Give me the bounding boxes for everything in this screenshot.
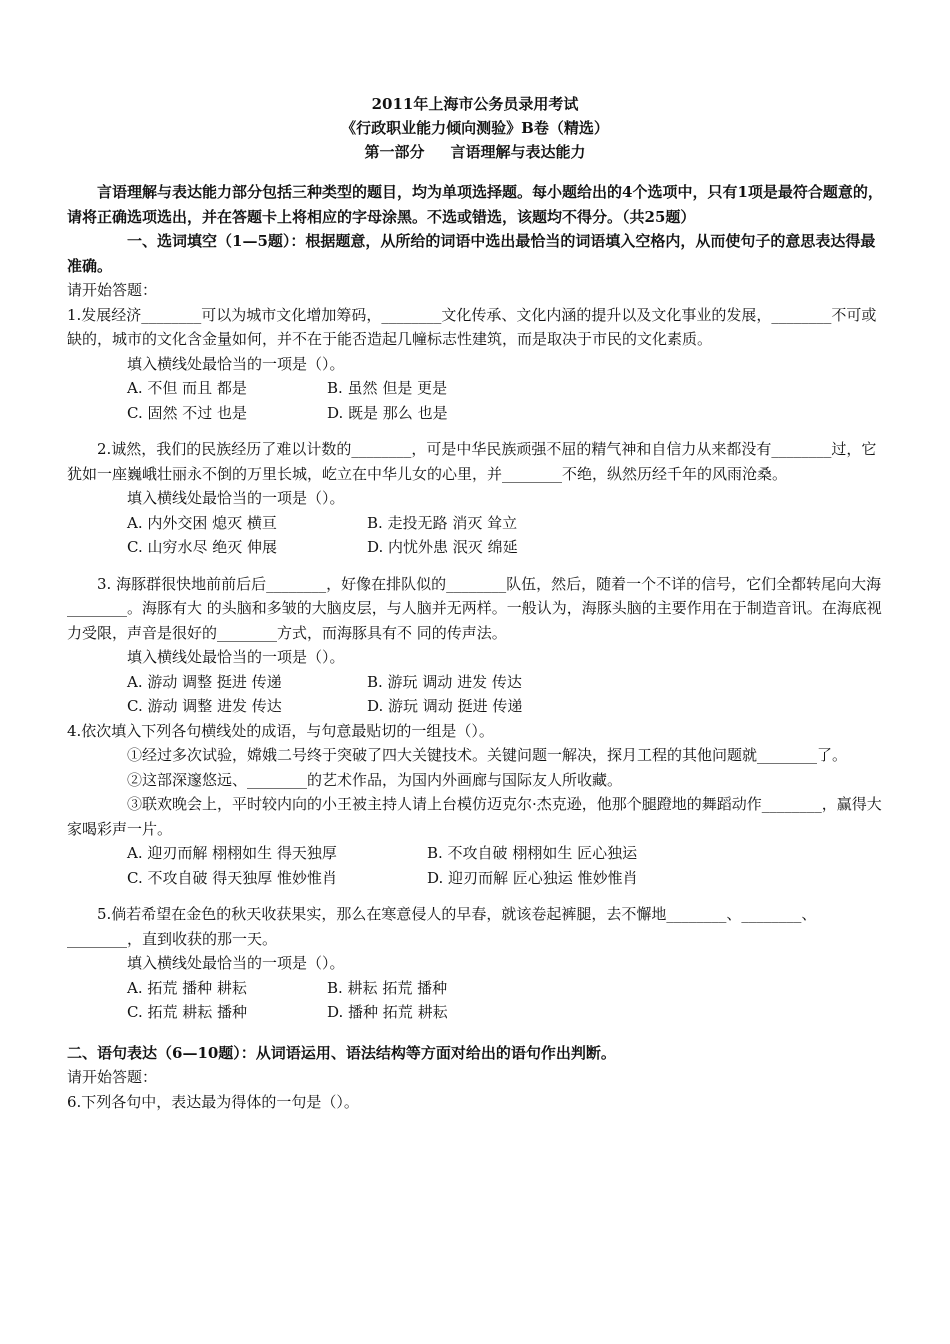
question-3-prompt: 填入横线处最恰当的一项是（）。 (127, 648, 345, 666)
section1-start: 请开始答题： (67, 281, 158, 299)
question-1-prompt: 填入横线处最恰当的一项是（）。 (127, 354, 345, 373)
option-a: A. 游动 调整 挺进 传递 (127, 672, 282, 691)
option-d: D. 游玩 调动 挺进 传递 (367, 697, 523, 715)
option-d: D. 播种 拓荒 耕耘 (327, 1003, 448, 1021)
option-b: B. 虽然 但是 更是 (327, 379, 448, 397)
part-heading (67, 140, 883, 164)
question-2-options (67, 511, 883, 560)
question-4-sentence-2: ②这部深邃悠远、________的艺术作品，为国内外画廊与国际友人所收藏。 (127, 770, 623, 789)
option-b: B. 游玩 调动 进发 传达 (367, 672, 522, 691)
option-b: B. 走投无路 消灭 耸立 (367, 513, 518, 532)
question-4-sentence-3: ③联欢晚会上，平时较内向的小王被主持人请上台模仿迈克尔·杰克逊，他那个腿蹬地的舞蹈动作________，赢得大家喝彩声一片。 (67, 795, 882, 838)
exam-title: 2011年上海市公务员录用考试 (371, 95, 579, 113)
question-4-sentence-1: ①经过多次试验，嫦娥二号终于突破了四大关键技术。关键问题一解决，探月工程的其他问题就________了。 (127, 746, 848, 764)
question-5-options (67, 976, 883, 1025)
option-a: A. 不但 而且 都是 (127, 379, 247, 397)
question-3-text: 3. 海豚群很快地前前后后________，好像在排队似的________队伍，然后，随着一个不详的信号，它们全都转尾向大海________。海豚有大 的头脑和多皱的大脑皮层，与人脑并无两样。一般认为，海豚头脑的主要作用在于制造音讯。在海底视力受限，声音是很好的________方式，而海豚具有不 同的传声法。 (67, 574, 882, 642)
option-d: D. 迎刃而解 匠心独运 惟妙惟肖 (427, 868, 638, 887)
option-c: C. 山穷水尽 绝灭 伸展 (127, 538, 278, 556)
option-c: C. 固然 不过 也是 (127, 403, 248, 422)
option-b: B. 不攻自破 栩栩如生 匠心独运 (427, 844, 638, 862)
intro-paragraph: 言语理解与表达能力部分包括三种类型的题目，均为单项选择题。每小题给出的4个选项中，只有1项是最符合题意的，请将正确选项选出，并在答题卡上将相应的字母涂黑。不选或错选，该题均不得分。（共25题） (67, 183, 883, 226)
section2-heading: 二、语句表达（6—10题）：从词语运用、语法结构等方面对给出的语句作出判断。 (67, 1043, 616, 1062)
question-5-prompt: 填入横线处最恰当的一项是（）。 (127, 954, 345, 972)
question-1-options (67, 376, 883, 425)
option-a: A. 拓荒 播种 耕耘 (127, 978, 247, 997)
exam-page (67, 92, 883, 1114)
part-title: 言语理解与表达能力 (450, 143, 586, 161)
question-6-text: 6.下列各句中，表达最为得体的一句是（）。 (67, 1092, 359, 1111)
question-1-text: 1.发展经济________可以为城市文化增加筹码，________文化传承、文化内涵的提升以及文化事业的发展，________不可或缺的，城市的文化含金量如何，并不在于能否造起几幢标志性建筑，而是取决于市民的文化素质。 (67, 305, 877, 348)
question-2-prompt: 填入横线处最恰当的一项是（）。 (127, 489, 345, 507)
option-c: C. 游动 调整 进发 传达 (127, 697, 282, 715)
section1-heading: 一、选词填空（1—5题）：根据题意，从所给的词语中选出最恰当的词语填入空格内，从而使句子的意思表达得最准确。 (67, 232, 876, 275)
option-d: D. 内忧外患 泯灭 绵延 (367, 538, 518, 556)
part-label: 第一部分 (364, 143, 425, 161)
question-4-options (67, 841, 883, 890)
question-3-options (67, 670, 883, 719)
option-a: A. 内外交困 熄灭 横亘 (127, 513, 277, 532)
exam-subtitle: 《行政职业能力倾向测验》B卷（精选） (341, 119, 609, 137)
option-c: C. 拓荒 耕耘 播种 (127, 1003, 248, 1021)
option-d: D. 既是 那么 也是 (327, 403, 448, 422)
section2-start: 请开始答题： (67, 1068, 158, 1086)
option-c: C. 不攻自破 得天独厚 惟妙惟肖 (127, 868, 338, 887)
question-5-text: 5.倘若希望在金色的秋天收获果实，那么在寒意侵人的早春，就该卷起裤腿，去不懈地________、________、________，直到收获的那一天。 (67, 905, 817, 948)
option-a: A. 迎刃而解 栩栩如生 得天独厚 (127, 844, 337, 862)
question-4-text: 4.依次填入下列各句横线处的成语，与句意最贴切的一组是（）。 (67, 721, 494, 740)
option-b: B. 耕耘 拓荒 播种 (327, 978, 448, 997)
question-2-text: 2.诚然，我们的民族经历了难以计数的________，可是中华民族顽强不屈的精气神和自信力从来都没有________过，它犹如一座巍峨壮丽永不倒的万里长城，屹立在中华儿女的心里，并________不绝，纵然历经千年的风雨沧桑。 (67, 440, 877, 483)
